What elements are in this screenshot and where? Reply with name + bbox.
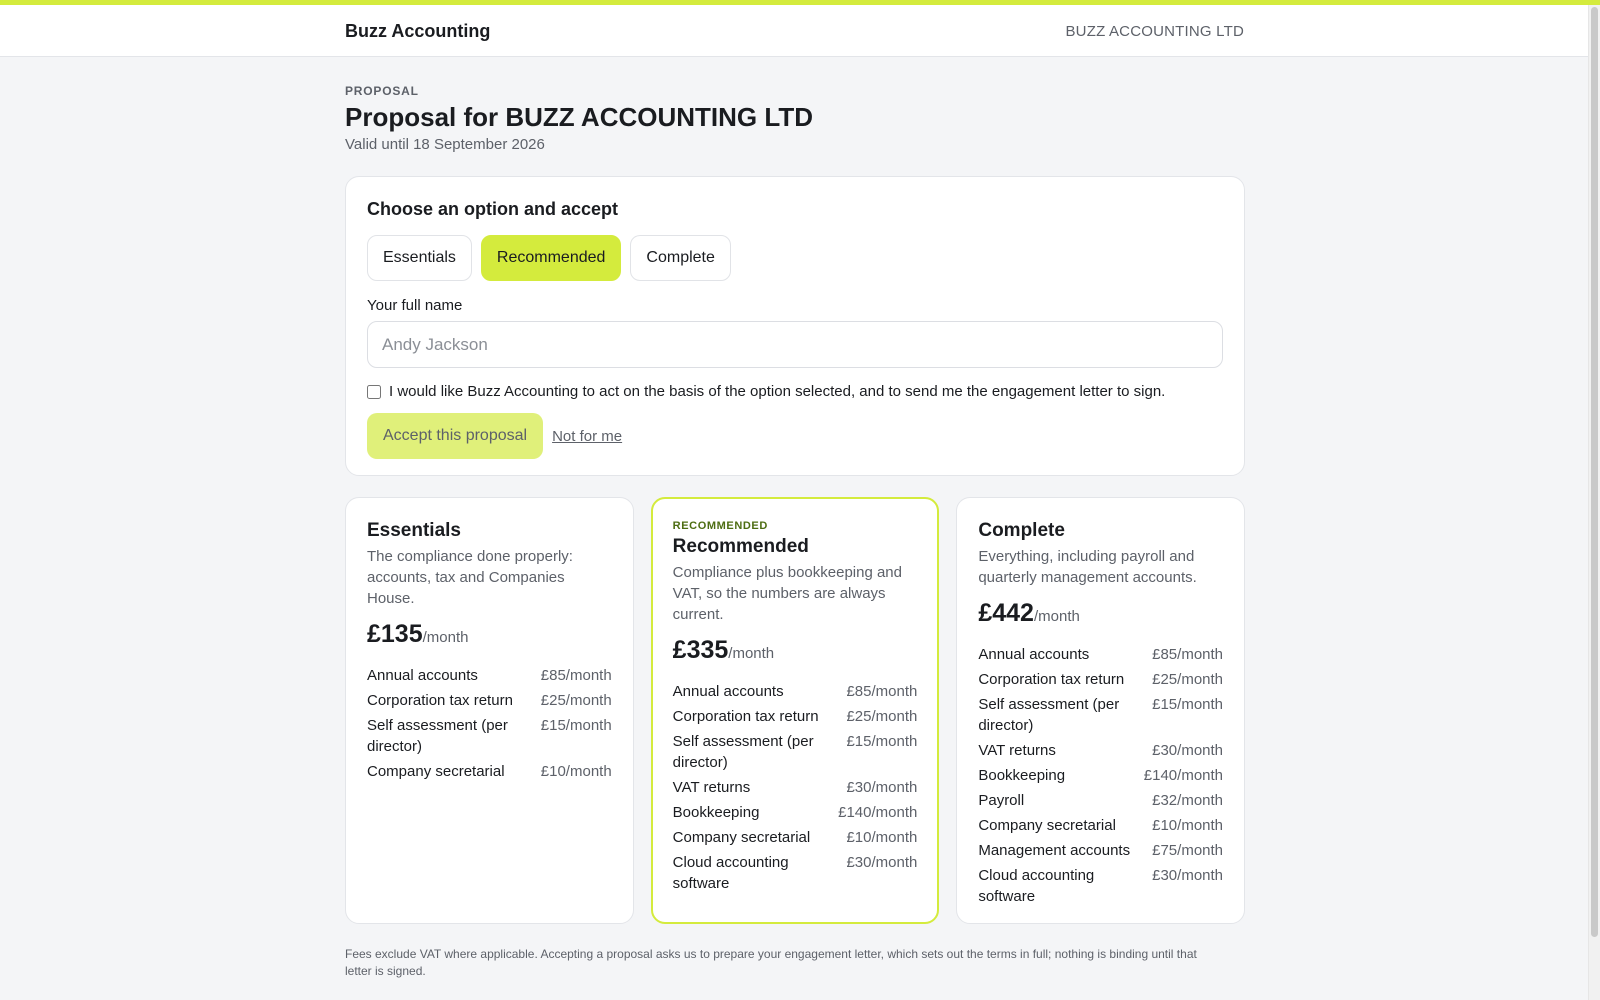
service-name: Management accounts — [978, 842, 1131, 859]
service-name: Annual accounts — [367, 667, 478, 684]
plan-description: Everything, including payroll and quarterly management accounts. — [978, 548, 1197, 586]
list-item — [367, 665, 612, 686]
list-item — [978, 765, 1223, 786]
service-name: Corporation tax return — [978, 671, 1125, 688]
service-name: Company secretarial — [978, 817, 1116, 834]
plan-card-essentials — [345, 497, 634, 924]
plan-price-amount: £442 — [978, 599, 1034, 627]
plan-items — [978, 644, 1223, 907]
option-tabs — [367, 235, 1223, 281]
service-name: VAT returns — [978, 742, 1056, 759]
service-fee: £75/month — [1152, 842, 1224, 859]
service-name: Annual accounts — [672, 683, 784, 700]
tab-essentials[interactable]: Essentials — [367, 235, 472, 281]
service-name: Cloud accounting software — [672, 854, 789, 892]
list-item — [673, 777, 918, 798]
service-fee: £30/month — [846, 854, 918, 871]
service-fee: £15/month — [846, 733, 918, 750]
list-item — [978, 790, 1223, 811]
plan-price — [673, 635, 918, 669]
list-item — [978, 865, 1223, 907]
accept-proposal-button[interactable]: Accept this proposal — [367, 413, 543, 459]
list-item — [367, 715, 612, 757]
full-name-label: Your full name — [367, 297, 463, 314]
service-name: VAT returns — [672, 779, 751, 796]
service-fee: £10/month — [1152, 817, 1224, 834]
tab-recommended[interactable]: Recommended — [481, 235, 622, 281]
validity-date: Valid until 18 September 2026 — [345, 136, 545, 153]
plan-items — [673, 681, 918, 894]
list-item — [978, 815, 1223, 836]
accept-card — [345, 176, 1245, 476]
service-name: Self assessment (per director) — [672, 733, 814, 771]
service-name: Self assessment (per director) — [978, 696, 1120, 734]
full-name-input[interactable] — [367, 321, 1223, 368]
accept-actions — [367, 413, 1223, 459]
list-item — [367, 690, 612, 711]
tab-complete[interactable]: Complete — [630, 235, 730, 281]
list-item — [673, 706, 918, 727]
list-item — [673, 827, 918, 848]
list-item — [673, 681, 918, 702]
plan-description: Compliance plus bookkeeping and VAT, so the numbers are always current. — [672, 564, 902, 623]
main-content — [345, 57, 1245, 980]
top-bar — [0, 5, 1588, 57]
page-scrollbar[interactable] — [1588, 5, 1600, 1000]
service-fee: £15/month — [540, 717, 612, 734]
service-name: Self assessment (per director) — [367, 717, 508, 755]
eyebrow-label: PROPOSAL — [345, 84, 419, 98]
plan-price-period: /month — [1033, 608, 1080, 625]
list-item — [978, 740, 1223, 761]
plan-name: Recommended — [672, 536, 809, 557]
service-fee: £85/month — [846, 683, 918, 700]
service-name: Corporation tax return — [672, 708, 819, 725]
consent-row[interactable] — [367, 383, 1223, 400]
plan-price-period: /month — [728, 645, 775, 662]
accept-heading: Choose an option and accept — [367, 199, 619, 219]
service-name: Company secretarial — [367, 763, 505, 780]
client-name: BUZZ ACCOUNTING LTD — [1065, 23, 1244, 40]
service-fee: £10/month — [540, 763, 612, 780]
plan-cards — [345, 497, 1245, 924]
list-item — [978, 644, 1223, 665]
page-title: Proposal for BUZZ ACCOUNTING LTD — [345, 102, 813, 132]
plan-items — [367, 665, 612, 782]
list-item — [673, 802, 918, 823]
plan-price — [367, 619, 612, 653]
plan-card-recommended — [651, 497, 940, 924]
list-item — [978, 669, 1223, 690]
service-fee: £85/month — [1152, 646, 1224, 663]
consent-text: I would like Buzz Accounting to act on the basis of the option selected, and to send me the engagement letter to sign. — [389, 383, 1166, 400]
plan-description: The compliance done properly: accounts, tax and Companies House. — [367, 548, 573, 607]
service-fee: £15/month — [1152, 696, 1224, 713]
plan-name: Essentials — [367, 520, 461, 541]
plan-price-amount: £135 — [367, 620, 423, 648]
plan-price — [978, 598, 1223, 632]
service-fee: £10/month — [846, 829, 918, 846]
plan-name: Complete — [978, 520, 1065, 541]
service-name: Cloud accounting software — [978, 867, 1095, 905]
service-name: Company secretarial — [672, 829, 811, 846]
fees-footnote: Fees exclude VAT where applicable. Accepting a proposal asks us to prepare your engagement letter, which sets out the terms in full; nothing is binding until that letter is signed. — [345, 947, 1197, 978]
recommended-badge: RECOMMENDED — [672, 520, 768, 532]
service-fee: £140/month — [1143, 767, 1224, 784]
service-fee: £140/month — [838, 804, 918, 821]
service-fee: £30/month — [1152, 867, 1224, 884]
service-fee: £30/month — [1152, 742, 1224, 759]
list-item — [367, 761, 612, 782]
service-name: Corporation tax return — [367, 692, 513, 709]
plan-price-period: /month — [422, 629, 469, 646]
service-fee: £85/month — [540, 667, 612, 684]
list-item — [978, 694, 1223, 736]
service-name: Bookkeeping — [978, 767, 1066, 784]
service-fee: £25/month — [846, 708, 918, 725]
list-item — [978, 840, 1223, 861]
list-item — [673, 731, 918, 773]
list-item — [673, 852, 918, 894]
brand-name: Buzz Accounting — [345, 21, 491, 41]
plan-card-complete — [956, 497, 1245, 924]
plan-price-amount: £335 — [672, 636, 729, 664]
service-fee: £32/month — [1152, 792, 1224, 809]
consent-checkbox[interactable] — [367, 385, 381, 399]
service-name: Bookkeeping — [672, 804, 760, 821]
service-fee: £25/month — [1152, 671, 1224, 688]
not-for-me-link[interactable]: Not for me — [552, 427, 623, 445]
service-fee: £25/month — [540, 692, 612, 709]
scrollbar-thumb[interactable] — [1591, 7, 1598, 937]
service-name: Payroll — [978, 792, 1025, 809]
service-fee: £30/month — [846, 779, 918, 796]
service-name: Annual accounts — [978, 646, 1090, 663]
